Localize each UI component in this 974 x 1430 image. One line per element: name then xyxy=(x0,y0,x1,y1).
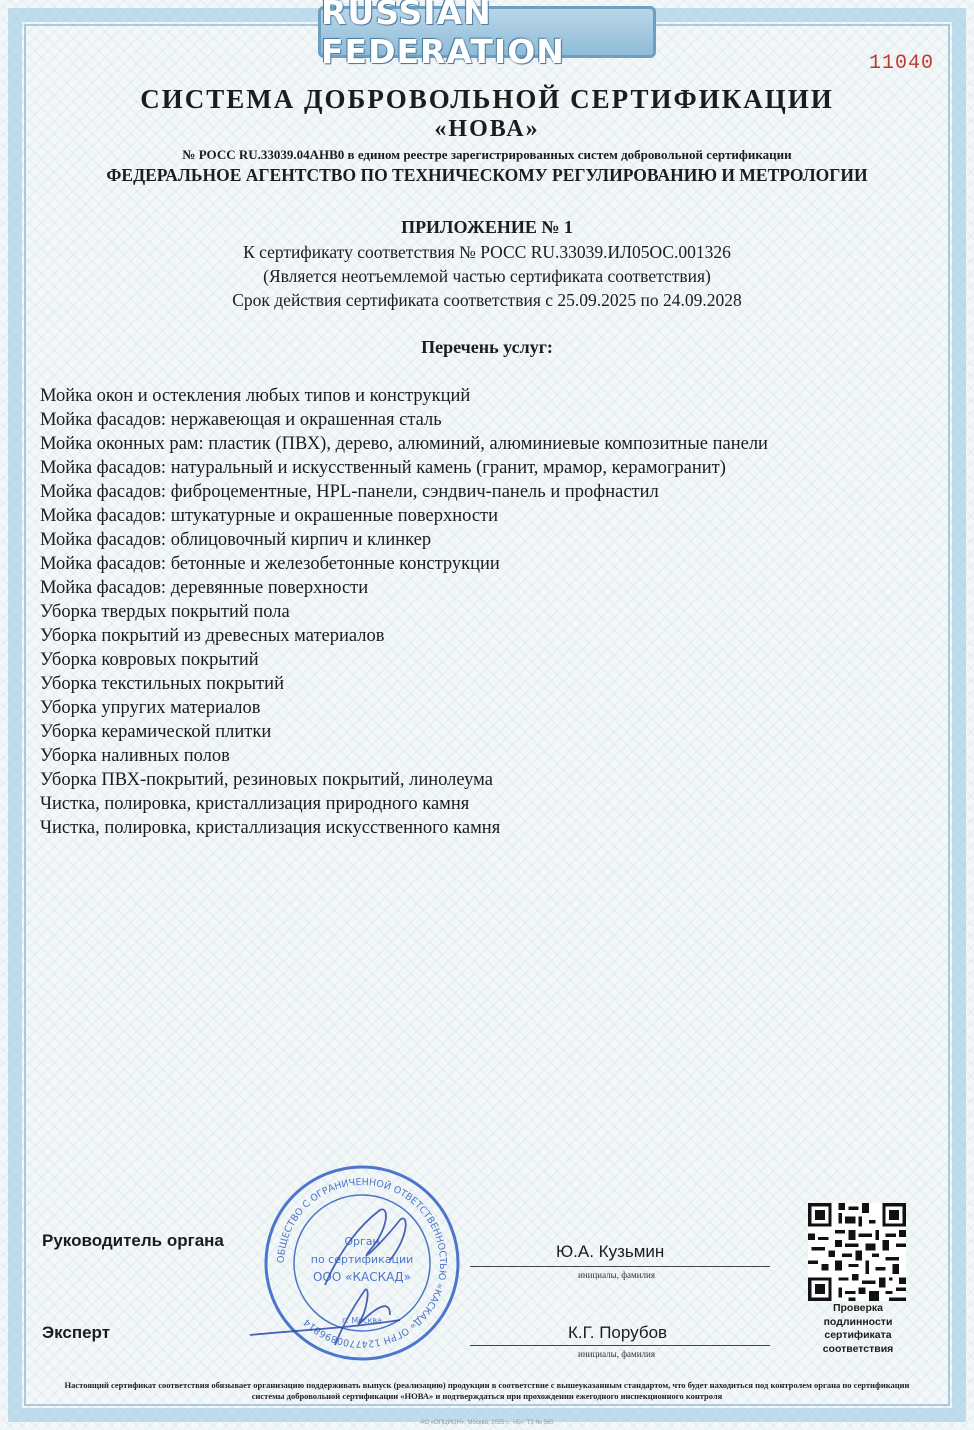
list-item: Уборка текстильных покрытий xyxy=(40,674,284,694)
appendix-note: (Является неотъемлемой частью сертификата соответствия) xyxy=(263,266,711,286)
list-item: Чистка, полировка, кристаллизация природного камня xyxy=(40,794,470,814)
list-item: Мойка фасадов: фиброцементные, HPL-панели, сэндвич-панель и профнастил xyxy=(40,482,659,502)
handwritten-signatures xyxy=(240,1190,470,1350)
list-item: Мойка фасадов: нержавеющая и окрашенная сталь xyxy=(40,410,442,430)
seal-center-mid: по сертификации xyxy=(310,1253,414,1266)
list-item: Мойка фасадов: облицовочный кирпич и клинкер xyxy=(40,530,432,550)
expert-caption: инициалы, фамилия xyxy=(578,1349,655,1359)
list-item: Мойка фасадов: штукатурные и окрашенные поверхности xyxy=(40,506,499,526)
list-item: Мойка оконных рам: пластик (ПВХ), дерево, алюминий, алюминиевые композитные панели xyxy=(40,434,768,454)
agency-name: ФЕДЕРАЛЬНОЕ АГЕНТСТВО ПО ТЕХНИЧЕСКОМУ РЕГУЛИРОВАНИЮ И МЕТРОЛОГИИ xyxy=(106,165,868,185)
registry-line: № РОСС RU.33039.04АНВ0 в едином реестре зарегистрированных систем добровольной сертификации xyxy=(182,147,792,162)
certificate-reference: К сертификату соответствия № РОСС RU.33039.ИЛ05ОС.001326 xyxy=(243,242,731,262)
list-item: Уборка твердых покрытий пола xyxy=(40,602,290,622)
list-item: Уборка керамической плитки xyxy=(40,722,272,742)
head-label: Руководитель органа xyxy=(42,1231,224,1250)
list-item: Уборка наливных полов xyxy=(40,746,230,766)
list-item: Мойка фасадов: натуральный и искусственный камень (гранит, мрамор, керамогранит) xyxy=(40,458,726,478)
seal-center-bottom: ООО «КАСКАД» xyxy=(312,1270,412,1284)
system-title: СИСТЕМА ДОБРОВОЛЬНОЙ СЕРТИФИКАЦИИ xyxy=(140,84,834,114)
serial-number: 11040 xyxy=(868,52,934,75)
expert-label: Эксперт xyxy=(42,1323,111,1342)
services-title: Перечень услуг: xyxy=(421,337,553,357)
head-caption: инициалы, фамилия xyxy=(578,1270,655,1280)
list-item: Чистка, полировка, кристаллизация искусственного камня xyxy=(40,818,501,838)
list-item: Уборка ковровых покрытий xyxy=(40,650,259,670)
head-signature-line xyxy=(470,1266,770,1267)
country-banner: RUSSIAN FEDERATION xyxy=(318,6,656,58)
services-list xyxy=(40,384,920,840)
expert-signature-line xyxy=(470,1345,770,1346)
appendix-title: ПРИЛОЖЕНИЕ № 1 xyxy=(401,217,573,237)
list-item: Мойка окон и остекления любых типов и конструкций xyxy=(40,386,471,406)
list-item: Уборка ПВХ-покрытий, резиновых покрытий, линолеума xyxy=(40,770,493,790)
list-item: Мойка фасадов: бетонные и железобетонные конструкции xyxy=(40,554,500,574)
validity-period: Срок действия сертификата соответствия с 25.09.2025 по 24.09.2028 xyxy=(232,290,742,310)
system-name: «НОВА» xyxy=(434,116,540,142)
list-item: Уборка упругих материалов xyxy=(40,698,261,718)
printer-imprint: АО «ОПЦИОН», Москва, 2025 г., «Б», Т3 № 560 xyxy=(420,1420,554,1426)
seal-center-top: Орган xyxy=(344,1235,380,1248)
qr-caption: Проверка подлинности сертификата соответствия xyxy=(822,1302,894,1355)
list-item: Мойка фасадов: деревянные поверхности xyxy=(40,578,369,598)
head-name: Ю.А. Кузьмин xyxy=(556,1242,665,1261)
list-item: Уборка покрытий из древесных материалов xyxy=(40,626,385,646)
seal-city: г. Москва xyxy=(342,1316,382,1325)
expert-name: К.Г. Порубов xyxy=(568,1323,668,1342)
footnote: Настоящий сертификат соответствия обязывает организацию поддерживать выпуск (реализацию) продукции в соответствие с вышеуказанным стандартом, что будет находиться под контролем органа по сертификации системы добровольной сертификации «НОВА» и подтверждаться при прохождении ежегодного инспекционного контроля xyxy=(64,1380,910,1401)
seal-ring-text: ОБЩЕСТВО С ОГРАНИЧЕННОЙ ОТВЕТСТВЕННОСТЬЮ «КАСКАД» ОГРН 1247700896814 xyxy=(275,1176,449,1350)
verification-qr-code[interactable] xyxy=(808,1203,906,1301)
